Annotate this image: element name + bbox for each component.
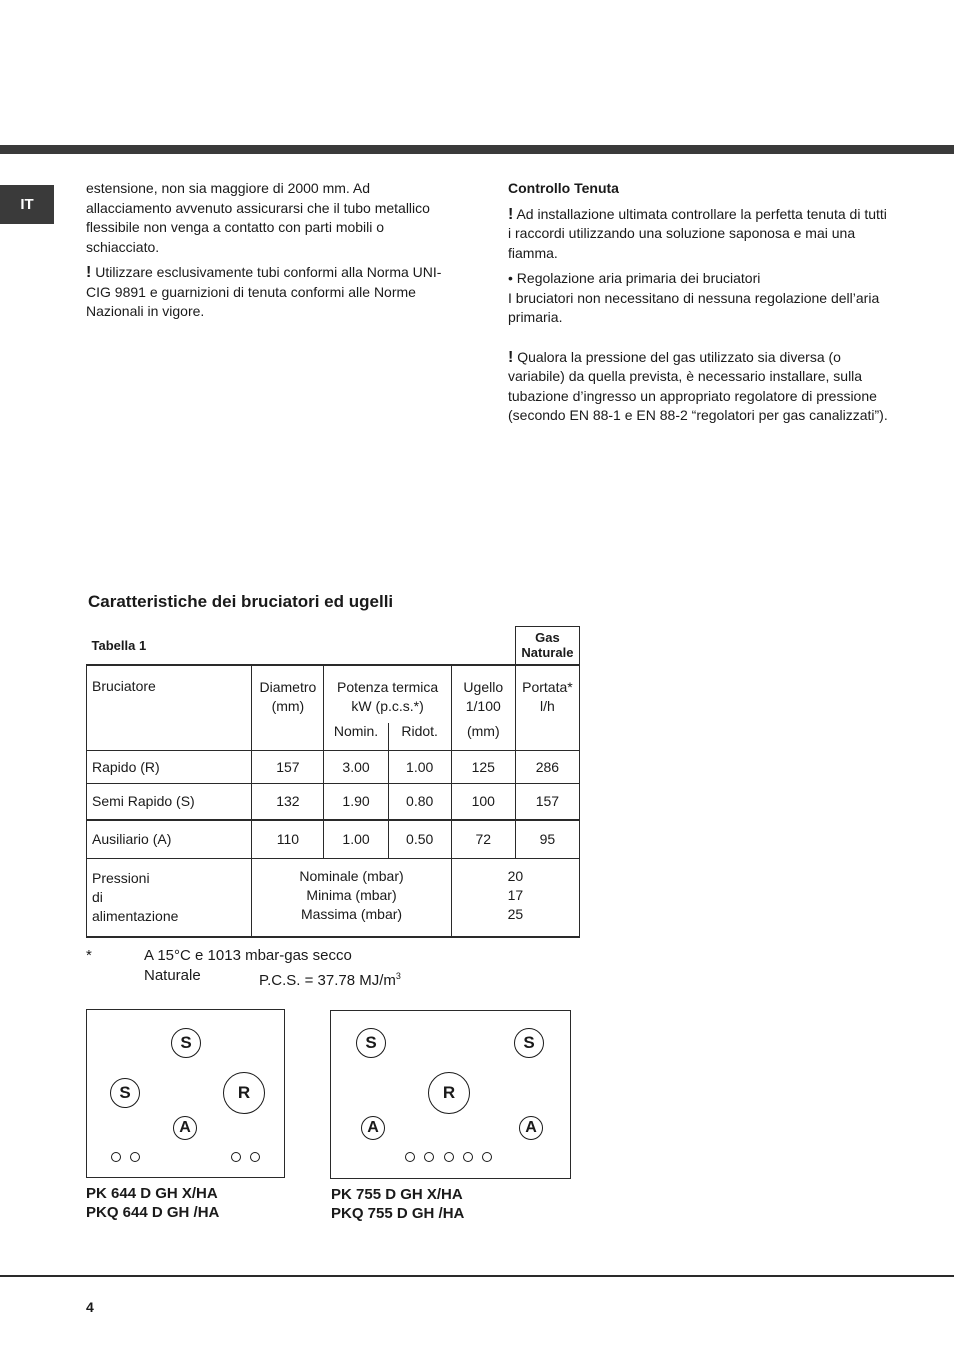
burner-r: R — [428, 1072, 470, 1114]
knob-icon — [111, 1152, 121, 1162]
hob1-models: PK 644 D GH X/HA PKQ 644 D GH /HA — [86, 1185, 220, 1221]
header-diametro: Diametro (mm) — [252, 665, 324, 751]
page-number: 4 — [86, 1299, 94, 1315]
hob-diagram-5-burners — [330, 1010, 571, 1179]
burner-s-left: S — [110, 1078, 140, 1108]
header-ridot: Ridot. — [388, 723, 451, 751]
knob-icon — [463, 1152, 473, 1162]
gas-header: Gas Naturale — [515, 627, 579, 665]
hob2-models: PK 755 D GH X/HA PKQ 755 D GH /HA — [331, 1186, 465, 1222]
top-rule — [0, 145, 954, 154]
burner-a: A — [173, 1116, 197, 1140]
right-column — [508, 179, 888, 432]
section-title: Caratteristiche dei bruciatori ed ugelli — [88, 592, 394, 611]
burner-table — [86, 626, 580, 938]
knob-icon — [130, 1152, 140, 1162]
left-paragraph-2: ! Utilizzare esclusivamente tubi conformi alla Norma UNI-CIG 9891 e guarnizioni di tenuta conformi alle Norme Nazionali in vigore. — [86, 264, 442, 319]
left-paragraph-1: estensione, non sia maggiore di 2000 mm. Ad allacciamento avvenuto assicurarsi che il tubo metallico flessibile non venga a contatto con parti mobili o schiacciato. — [86, 180, 430, 255]
table-row: Ausiliario (A) 110 1.00 0.50 72 95 — [87, 820, 580, 859]
burner-s-top: S — [171, 1028, 201, 1058]
burner-s-left: S — [356, 1028, 386, 1058]
burner-s-right: S — [514, 1028, 544, 1058]
table-caption: Tabella 1 — [87, 627, 516, 665]
header-portata: Portata* l/h — [515, 665, 579, 751]
knob-icon — [405, 1152, 415, 1162]
hob-diagram-4-burners — [86, 1009, 285, 1178]
table-row: Semi Rapido (S) 132 1.90 0.80 100 157 — [87, 784, 580, 820]
burner-a-right: A — [519, 1116, 543, 1140]
language-tab: IT — [0, 185, 54, 224]
right-paragraph-1: ! Ad installazione ultimata controllare la perfetta tenuta di tutti i raccordi utilizzando una soluzione saponosa e mai una fiamma. — [508, 205, 887, 261]
pressure-row: Pressioni di alimentazione Nominale (mbar) Minima (mbar) Massima (mbar) 20 17 25 — [87, 859, 580, 937]
header-potenza: Potenza termica kW (p.c.s.*) — [324, 665, 451, 723]
warning-icon: ! — [508, 348, 514, 366]
bottom-rule — [0, 1275, 954, 1277]
warning-icon: ! — [508, 205, 514, 223]
knob-icon — [250, 1152, 260, 1162]
knob-icon — [231, 1152, 241, 1162]
header-bruciatore: Bruciatore — [87, 665, 252, 751]
warning-icon: ! — [86, 264, 92, 281]
left-column — [86, 179, 458, 328]
right-paragraph-3: ! Qualora la pressione del gas utilizzato sia diversa (o variabile) da quella prevista, è necessario installare, sulla tubazione d’ingresso un appropriato regolatore di pressione (secondo EN 88-1 e EN 88-2 “regolatori per gas canalizzati”). — [508, 348, 888, 423]
table-row: Rapido (R) 157 3.00 1.00 125 286 — [87, 751, 580, 784]
leak-test-heading: Controllo Tenuta — [508, 180, 619, 196]
knob-icon — [444, 1152, 454, 1162]
burner-a-left: A — [361, 1116, 385, 1140]
header-nomin: Nomin. — [324, 723, 388, 751]
right-paragraph-2: I bruciatori non necessitano di nessuna regolazione dell’aria primaria. — [508, 289, 880, 325]
burner-r: R — [223, 1072, 265, 1114]
bullet-item: • Regolazione aria primaria dei bruciatori — [508, 270, 761, 286]
knob-icon — [424, 1152, 434, 1162]
header-ugello-unit: (mm) — [451, 723, 515, 751]
knob-icon — [482, 1152, 492, 1162]
header-ugello: Ugello 1/100 — [451, 665, 515, 723]
